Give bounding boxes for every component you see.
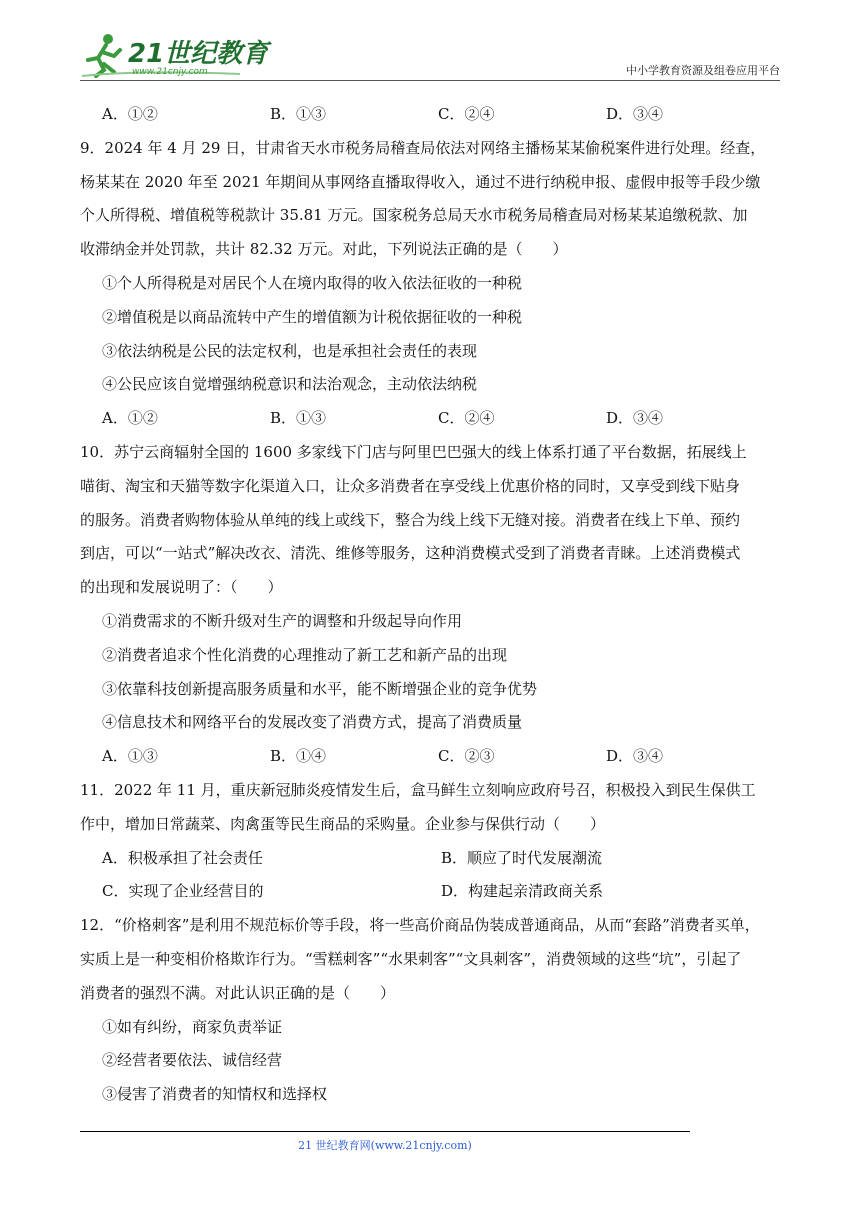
- option-a: A．积极承担了社会责任: [102, 848, 263, 867]
- option-b: B．①③: [270, 105, 327, 123]
- q10-item: ④信息技术和网络平台的发展改变了消费方式，提高了消费质量: [102, 713, 523, 732]
- q9-options: [80, 402, 780, 436]
- option-b: B．①④: [270, 747, 327, 766]
- option-c: C．②④: [438, 409, 495, 428]
- option-d: D．构建起亲清政商关系: [441, 882, 604, 901]
- footer-divider: [80, 1131, 690, 1132]
- q12-item: ③侵害了消费者的知情权和选择权: [102, 1085, 328, 1104]
- q10-item: ③依靠科技创新提高服务质量和水平，能不断增强企业的竞争优势: [102, 679, 538, 698]
- q11-options-row: [80, 842, 780, 876]
- q12-stem-line: 消费者的强烈不满。对此认识正确的是（ ）: [80, 983, 396, 1002]
- option-a: A．①②: [102, 409, 158, 428]
- header-divider: [80, 80, 780, 81]
- q9-item: ③依法纳税是公民的法定权利，也是承担社会责任的表现: [102, 341, 478, 360]
- q9-item: ④公民应该自觉增强纳税意识和法治观念，主动依法纳税: [102, 375, 478, 394]
- q10-stem-line: 的服务。消费者购物体验从单纯的线上或线下，整合为线上线下无缝对接。消费者在线上下单、预约: [80, 510, 741, 529]
- option-b: B．顺应了时代发展潮流: [441, 848, 603, 867]
- site-name: 中小学教育资源及组卷应用平台: [626, 64, 780, 77]
- q9-item: ①个人所得税是对居民个人在境内取得的收入依法征收的一种税: [102, 273, 523, 292]
- q10-stem-line: 喵街、淘宝和天猫等数字化渠道入口，让众多消费者在享受线上优惠价格的同时，又享受到线下贴身: [80, 476, 741, 495]
- q8-options: [80, 98, 780, 132]
- q12-item: ②经营者要依法、诚信经营: [102, 1051, 283, 1070]
- footer-link[interactable]: 21 世纪教育网(www.21cnjy.com): [298, 1139, 472, 1152]
- logo-text: 21世纪教育: [128, 39, 269, 69]
- question-content: [80, 98, 780, 1112]
- q9-stem-line: 杨某某在 2020 年至 2021 年期间从事网络直播取得收入，通过不进行纳税申报、虚假申报等手段少缴: [80, 172, 761, 191]
- q9-stem-line: 收滞纳金并处罚款，共计 82.32 万元。对此，下列说法正确的是（ ）: [80, 240, 568, 259]
- q12-stem-line: 12．“价格刺客”是利用不规范标价等手段，将一些高价商品伪装成普通商品，从而“套路”消费者买单，: [80, 916, 760, 935]
- q10-stem-line: 的出现和发展说明了：（ ）: [80, 578, 283, 597]
- q11-stem-line: 作中，增加日常蔬菜、肉禽蛋等民生商品的采购量。企业参与保供行动（ ）: [80, 814, 606, 833]
- option-b: B．①③: [270, 409, 327, 428]
- q10-stem-line: 到店，可以“一站式”解决改衣、清洗、维修等服务，这种消费模式受到了消费者青睐。上述消费模式: [80, 544, 741, 563]
- runner-icon: [88, 34, 120, 76]
- q12-item: ①如有纠纷，商家负责举证: [102, 1017, 283, 1036]
- option-a: A．①②: [102, 105, 158, 123]
- q9-stem-line: 9．2024 年 4 月 29 日，甘肃省天水市税务局稽查局依法对网络主播杨某某偷税案件进行处理。经查，: [80, 138, 766, 157]
- option-d: D．③④: [606, 105, 664, 123]
- option-c: C．实现了企业经营目的: [102, 882, 264, 901]
- q9-item: ②增值税是以商品流转中产生的增值额为计税依据征收的一种税: [102, 307, 523, 326]
- q10-stem-line: 10．苏宁云商辐射全国的 1600 多家线下门店与阿里巴巴强大的线上体系打通了平台数据，拓展线上: [80, 442, 747, 461]
- option-c: C．②③: [438, 747, 495, 766]
- option-a: A．①③: [102, 747, 158, 766]
- q11-options-row: [80, 875, 780, 909]
- page-header: [80, 30, 780, 80]
- q9-stem-line: 个人所得税、增值税等税款计 35.81 万元。国家税务总局天水市税务局稽查局对杨某某追缴税款、加: [80, 206, 748, 225]
- logo: [80, 30, 320, 80]
- logo-url: www.21cnjy.com: [132, 67, 208, 77]
- q11-stem-line: 11．2022 年 11 月，重庆新冠肺炎疫情发生后，盒马鲜生立刻响应政府号召，积极投入到民生保供工: [80, 780, 756, 799]
- option-d: D．③④: [606, 747, 664, 766]
- q12-stem-line: 实质上是一种变相价格欺诈行为。“雪糕刺客”“水果刺客”“文具刺客”，消费领域的这些“坑”，引起了: [80, 949, 742, 968]
- q10-item: ①消费需求的不断升级对生产的调整和升级起导向作用: [102, 611, 463, 630]
- q10-options: [80, 740, 780, 774]
- q10-item: ②消费者追求个性化消费的心理推动了新工艺和新产品的出现: [102, 645, 508, 664]
- option-d: D．③④: [606, 409, 664, 428]
- option-c: C．②④: [438, 105, 495, 123]
